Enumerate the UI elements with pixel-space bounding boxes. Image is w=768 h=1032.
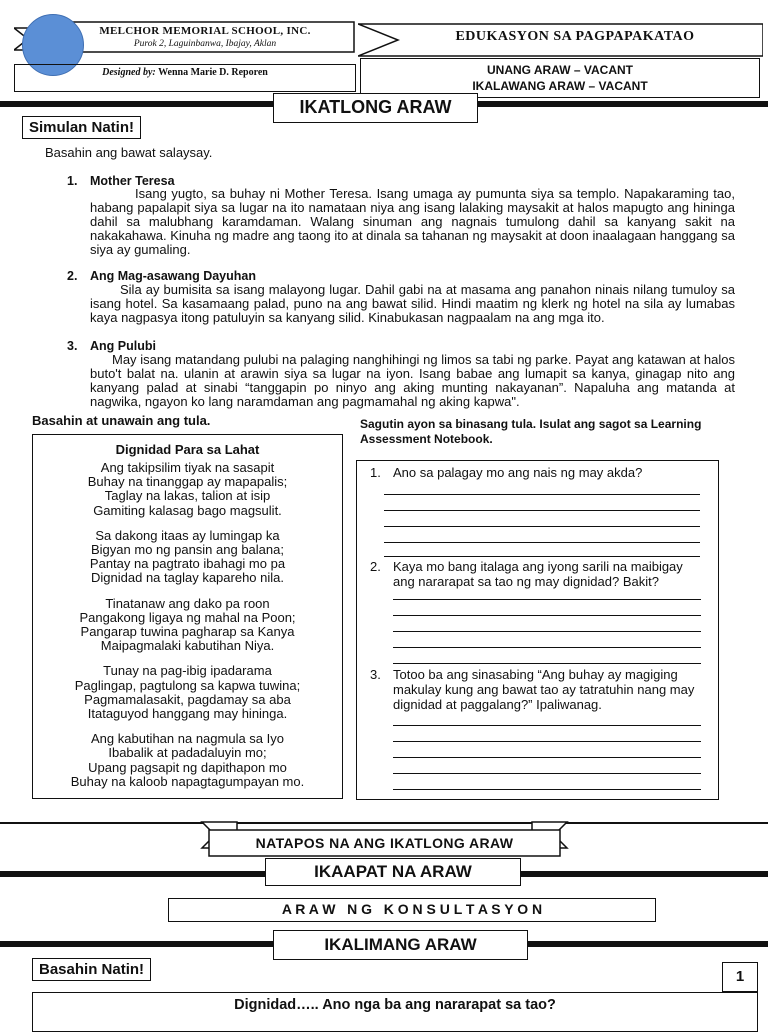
- poem-line: Tunay na pag-ibig ipadarama: [103, 663, 272, 679]
- simulan-natin-label: Simulan Natin!: [22, 116, 141, 139]
- story1-title: Mother Teresa: [90, 174, 175, 188]
- answer-line: [393, 647, 701, 648]
- story2-title: Ang Mag-asawang Dayuhan: [90, 269, 256, 283]
- poem-line: Pangarap tuwina pagharap sa Kanya: [80, 624, 295, 640]
- day5-title: IKALIMANG ARAW: [273, 930, 528, 960]
- consultation-day-banner: A R A W N G K O N S U L T A S Y O N: [168, 898, 656, 922]
- answer-line: [393, 615, 701, 616]
- story1-number: 1.: [67, 174, 78, 188]
- poem-line: Buhay na kaloob napagtagumpayan mo.: [70, 773, 305, 789]
- poem-line: Taglay na lakas, talion at isip: [104, 488, 271, 504]
- poem-line: Dignidad na taglay kapareho nila.: [91, 570, 284, 586]
- poem-line: Upang pagsapit ng dapithapon mo: [88, 759, 287, 775]
- answer-line: [393, 741, 701, 742]
- stories-instruction: Basahin ang bawat salaysay.: [45, 145, 213, 160]
- answer-line: [393, 599, 701, 600]
- poem-stanza-break: [33, 586, 342, 597]
- school-name: MELCHOR MEMORIAL SCHOOL, INC.: [99, 25, 311, 37]
- poem-line: Pantay na pagtrato ibahagi mo pa: [89, 556, 286, 572]
- answer-line: [393, 725, 701, 726]
- answer-line: [393, 789, 701, 790]
- poem-line: Ibabalik at padadaluyin mo;: [108, 745, 267, 761]
- poem-line: Maipagmalaki kabutihan Niya.: [100, 638, 275, 654]
- designer-credit: [20, 67, 350, 78]
- story3-number: 3.: [67, 339, 78, 353]
- day4-title: IKAAPAT NA ARAW: [265, 858, 521, 886]
- poem-line: Itataguyod hanggang may hininga.: [87, 706, 288, 722]
- poem-line: Gamiting kalasag bago magsulit.: [93, 502, 282, 518]
- q1-number: 1.: [370, 465, 381, 480]
- poem-title: Dignidad Para sa Lahat: [115, 442, 260, 457]
- page-number: 1: [722, 962, 758, 992]
- reading-box-title: Dignidad….. Ano nga ba ang nararapat sa tao?: [234, 997, 556, 1013]
- poem-line: Paglingap, pagtulong sa kapwa tuwina;: [74, 677, 301, 693]
- answer-line: [393, 757, 701, 758]
- answer-line: [393, 663, 701, 664]
- answer-line: [393, 631, 701, 632]
- day1-status: UNANG ARAW – VACANT: [487, 63, 633, 77]
- poem-line: Pangakong ligaya ng mahal na Poon;: [79, 609, 296, 625]
- poem-line: Bigyan mo ng pansin ang balana;: [91, 542, 284, 558]
- reading-box: [32, 992, 758, 1032]
- answer-line: [393, 773, 701, 774]
- school-address: Purok 2, Laguinbanwa, Ibajay, Aklan: [133, 39, 277, 49]
- q1-text: Ano sa palagay mo ang nais ng may akda?: [393, 465, 643, 480]
- questions-instruction: Sagutin ayon sa binasang tula. Isulat ang sagot sa Learning Assessment Notebook.: [360, 417, 702, 446]
- basahin-natin-label: Basahin Natin!: [32, 958, 151, 981]
- answer-line: [384, 526, 700, 527]
- story3-body: May isang matandang pulubi na palaging nanghihingi ng limos sa tabi ng parke. Payat ang katawan at halos buto't balat na. ulanin at arawin siya sa lugar na iyon. Isang babae ang lumapit sa kanya, ginagap nito ang kanyang palad at sinabi “tanggapin po ninyo ang aking munting nakayanan”. Napaluha ang matanda at nagwika, ngayon ko lang naramdaman ang pagmamahal ng aking kapwa".: [90, 352, 735, 409]
- poem-line: Tinatanaw ang dako pa roon: [105, 595, 270, 611]
- q2-text: Kaya mo bang italaga ang iyong sarili na maibigay ang nararapat sa tao ng may dignidad? Bakit?: [393, 559, 683, 589]
- story2-body: Sila ay bumisita sa isang malayong lugar. Dahil gabi na at masama ang panahon ninais nilang tumuloy sa isang hotel. Sa kasamaang palad, puno na ang bawat silid. Hindi maatim ng klerk ng hotel na sila ay lumabas kaya nagpasya itong patuluyin sa kanyang silid. Kinabukasan nagpaalam na ang mga ito.: [90, 282, 735, 325]
- poem-line: Sa dakong itaas ay lumingap ka: [95, 527, 280, 543]
- poem-line: Ang takipsilim tiyak na sasapit: [100, 460, 275, 475]
- end-banner-text: NATAPOS NA ANG IKATLONG ARAW: [255, 835, 514, 851]
- poem-line: Buhay na tinanggap ay mapapalis;: [87, 474, 288, 490]
- q3-text: Totoo ba ang sinasabing “Ang buhay ay magiging makulay kung ang bawat tao ay tatratuhin nang may dignidad at paggalang?” Ipaliwanag.: [393, 667, 695, 712]
- answer-line: [384, 556, 700, 557]
- designed-by-label: Designed by:: [102, 67, 156, 78]
- day2-status: IKALAWANG ARAW – VACANT: [472, 79, 648, 93]
- day3-title: IKATLONG ARAW: [273, 93, 478, 123]
- story2-number: 2.: [67, 269, 78, 283]
- story1-body: Isang yugto, sa buhay ni Mother Teresa. Isang umaga ay pumunta siya sa templo. Napakaraming tao, habang papalapit siya sa lugar na ito namataan niya ang isang lalaking maysakit at halos mapugto ang hininga dahil sa malubhang karamdaman. Walang sinuman ang nagnais tumulong dahil sa kanyang sakit na nakakahawa. Kinuha ng madre ang taong ito at dinala sa tahanan ng maysakit at doon inaalagaan hanggang sa siya ay gumaling.: [90, 186, 735, 257]
- poem-line: Ang kabutihan na nagmula sa Iyo: [91, 731, 284, 747]
- designer-name: Wenna Marie D. Reporen: [158, 67, 268, 78]
- questions-panel: [356, 460, 719, 800]
- answer-line: [384, 494, 700, 495]
- poem-instruction: Basahin at unawain ang tula.: [32, 413, 211, 428]
- answer-line: [384, 510, 700, 511]
- subject-title: EDUKASYON SA PAGPAPAKATAO: [455, 29, 695, 44]
- poem-line: Pagmamalasakit, pagdamay sa aba: [84, 691, 291, 707]
- story3-title: Ang Pulubi: [90, 339, 156, 353]
- poem-body: [33, 461, 342, 789]
- answer-line: [384, 542, 700, 543]
- q2-number: 2.: [370, 559, 381, 574]
- q3-number: 3.: [370, 667, 381, 682]
- poem-panel: [32, 434, 343, 799]
